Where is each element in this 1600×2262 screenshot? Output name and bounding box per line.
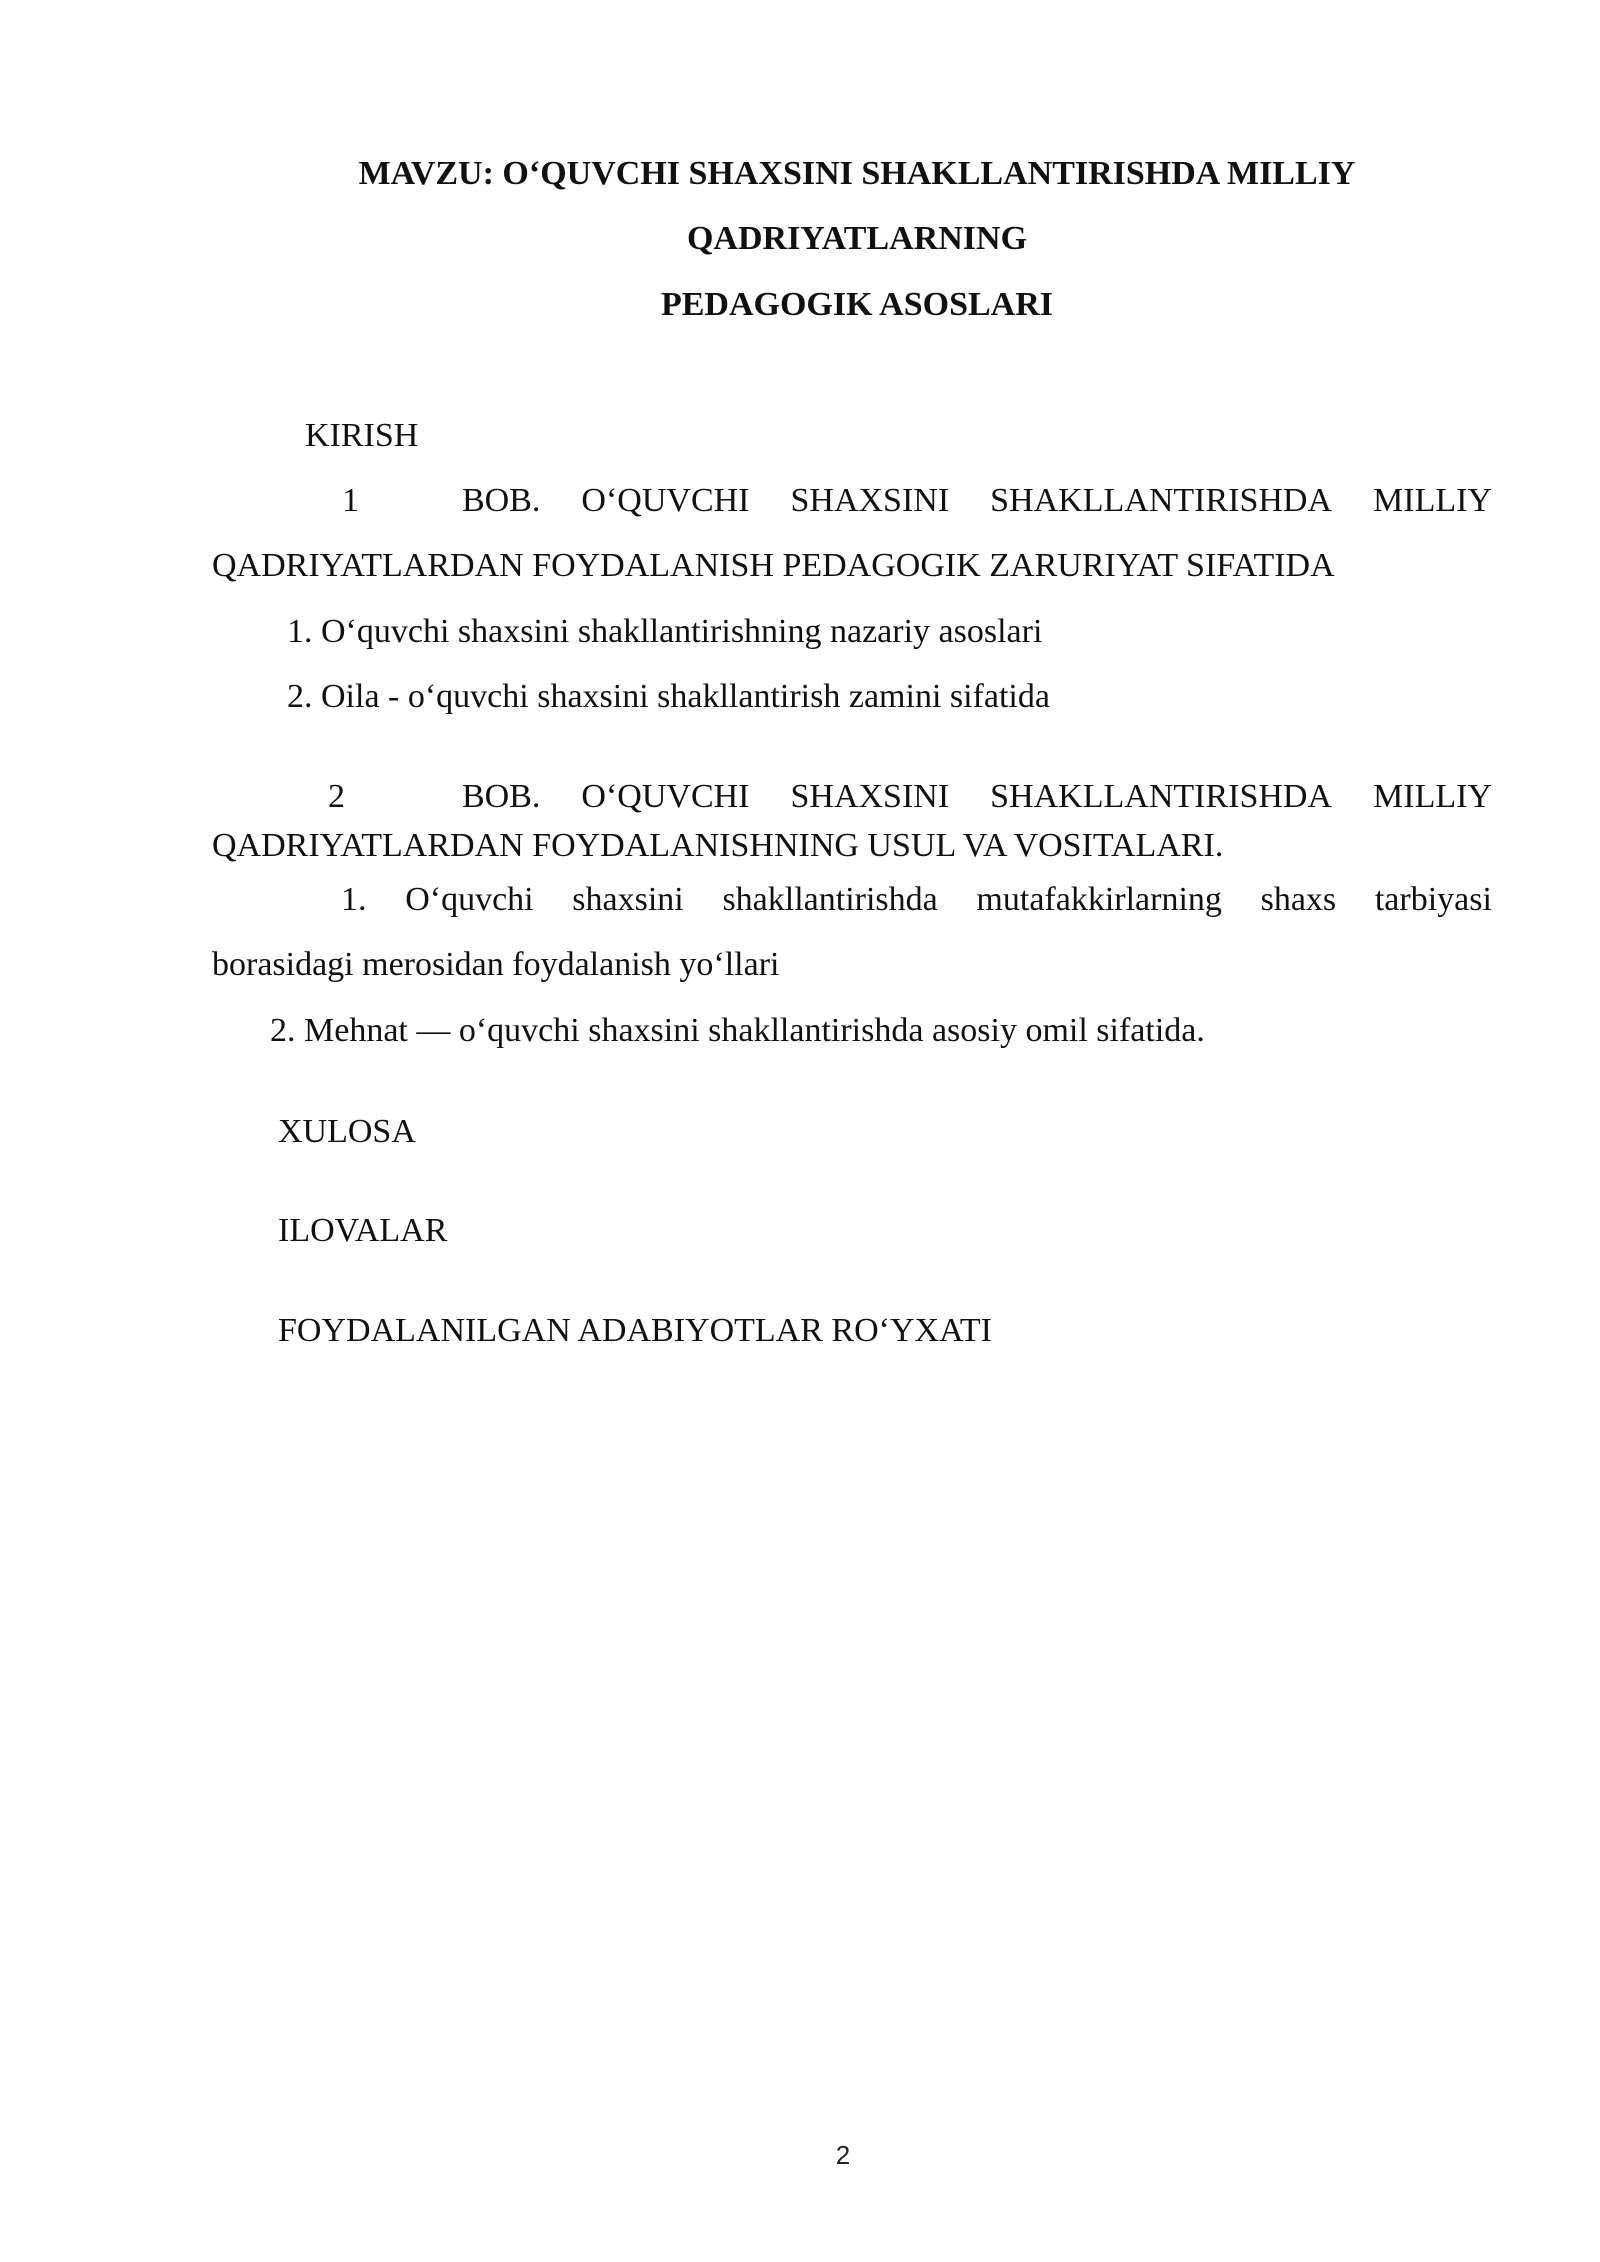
chapter-1-item-1: 1. O‘quvchi shaxsini shakllantirishning nazariy asoslari (287, 613, 1043, 650)
chapter-1-heading-line-1 (462, 481, 1492, 521)
chapter-2-item-1-word: O‘quvchi (405, 881, 534, 918)
toc-conclusion: XULOSA (278, 1113, 416, 1150)
chapter-2-item-1-word: shaxs (1260, 881, 1337, 918)
chapter-2-item-1-word: shaxsini (572, 881, 684, 918)
chapter-2-number: 2 (328, 778, 345, 815)
chapter-1-heading-word: MILLIY (1373, 482, 1492, 519)
chapter-2-heading-word: SHAKLLANTIRISHDA (990, 778, 1333, 815)
chapter-2-item-1-line-2: borasidagi merosidan foydalanish yo‘llari (212, 946, 780, 983)
document-title-line-2: QADRIYATLARNING (686, 220, 1028, 257)
page-number: 2 (835, 2140, 851, 2170)
chapter-2-heading-word: SHAXSINI (790, 778, 950, 815)
chapter-1-heading-word: BOB. (462, 482, 541, 519)
chapter-2-heading-word: O‘QUVCHI (581, 778, 750, 815)
chapter-2-item-1-word: mutafakkirlarning (976, 881, 1222, 918)
toc-intro: KIRISH (305, 417, 419, 454)
chapter-1-number: 1 (342, 482, 359, 519)
chapter-2-heading-line-1 (462, 777, 1492, 817)
chapter-2-heading-line-2: QADRIYATLARDAN FOYDALANISHNING USUL VA VOSITALARI. (212, 827, 1224, 864)
document-title-line-3: PEDAGOGIK ASOSLARI (660, 286, 1054, 323)
chapter-2-item-1-line-1 (341, 880, 1492, 920)
chapter-2-item-1-word: tarbiyasi (1374, 881, 1492, 918)
chapter-1-heading-word: SHAXSINI (790, 482, 950, 519)
chapter-1-item-2: 2. Oila - o‘quvchi shaxsini shakllantirish zamini sifatida (287, 678, 1050, 715)
chapter-2-item-2: 2. Mehnat — o‘quvchi shaxsini shakllantirishda asosiy omil sifatida. (270, 1012, 1205, 1049)
chapter-1-heading-line-2: QADRIYATLARDAN FOYDALANISH PEDAGOGIK ZARURIYAT SIFATIDA (212, 547, 1335, 584)
document-title-line-1: MAVZU: O‘QUVCHI SHAXSINI SHAKLLANTIRISHDA MILLIY (358, 155, 1356, 192)
chapter-2-heading-word: BOB. (462, 778, 541, 815)
chapter-1-heading-word: O‘QUVCHI (581, 482, 750, 519)
toc-references: FOYDALANILGAN ADABIYOTLAR RO‘YXATI (278, 1312, 992, 1349)
chapter-2-item-1-word: 1. (341, 881, 367, 918)
chapter-2-heading-word: MILLIY (1373, 778, 1492, 815)
chapter-2-item-1-word: shakllantirishda (722, 881, 938, 918)
chapter-1-heading-word: SHAKLLANTIRISHDA (990, 482, 1333, 519)
toc-appendices: ILOVALAR (278, 1212, 448, 1249)
